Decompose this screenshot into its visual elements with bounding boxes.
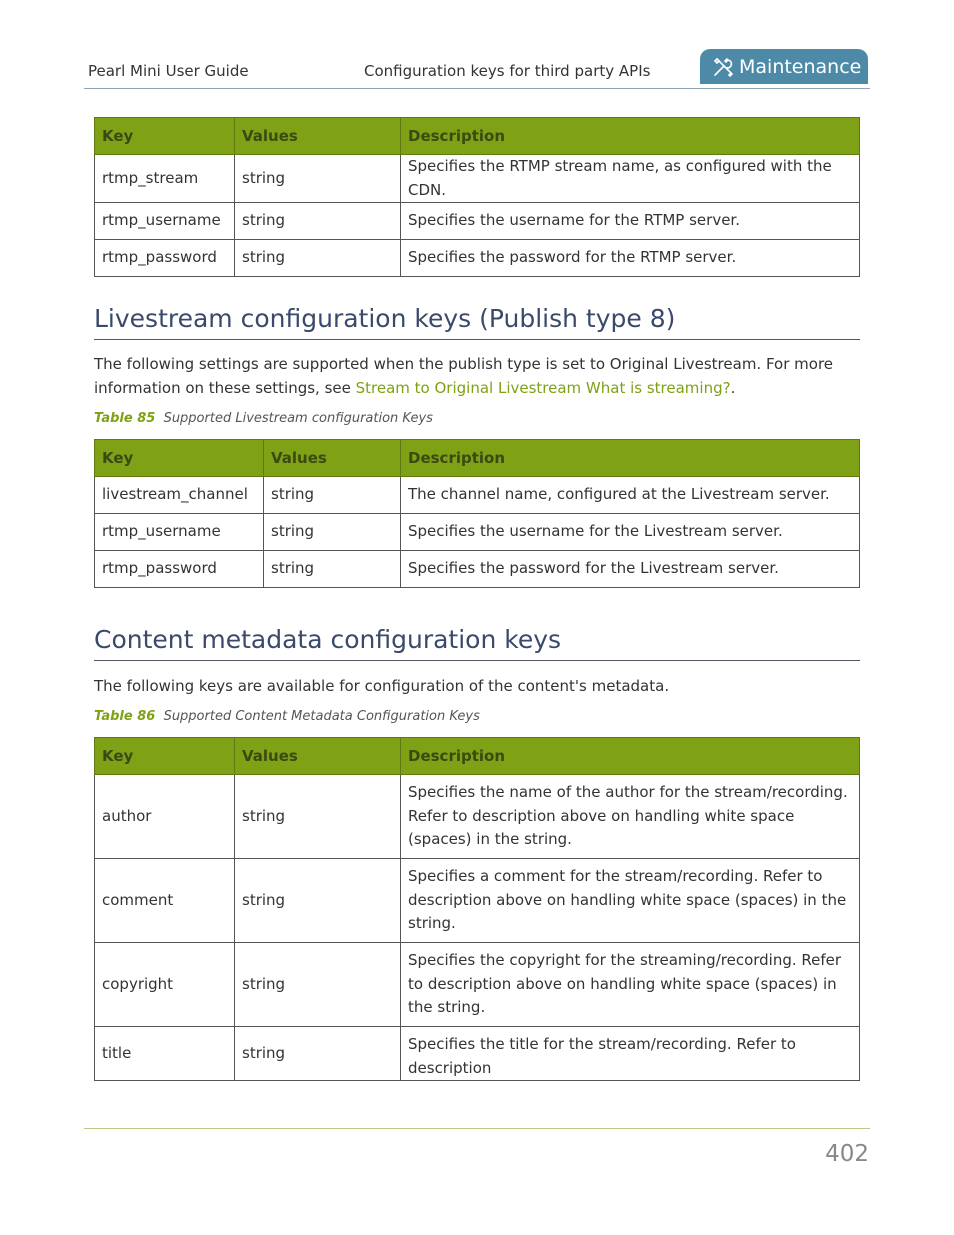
column-header: Key (95, 440, 264, 477)
guide-title: Pearl Mini User Guide (88, 62, 249, 80)
table-caption (94, 411, 433, 426)
caption-text: Supported Livestream configuration Keys (163, 411, 433, 426)
table-row (95, 240, 860, 277)
caption-number: Table 85 (94, 411, 156, 426)
value-cell: string (235, 240, 401, 277)
key-cell: rtmp_password (95, 551, 264, 588)
value-cell: string (235, 943, 401, 1027)
description-cell: The channel name, configured at the Livestream server. (401, 477, 860, 514)
key-cell: copyright (95, 943, 235, 1027)
value-cell: string (264, 477, 401, 514)
table-caption (94, 709, 480, 724)
value-cell: string (235, 203, 401, 240)
column-header: Description (401, 118, 860, 155)
footer-divider (84, 1128, 870, 1129)
livestream-intro (94, 352, 860, 400)
column-header: Description (401, 738, 860, 775)
livestream-heading: Livestream configuration keys (Publish type 8) (94, 304, 860, 340)
key-cell: rtmp_password (95, 240, 235, 277)
description-cell: Specifies the name of the author for the stream/recording. Refer to description above on handling white space (spaces) in the string. (401, 775, 860, 859)
description-cell: Specifies the password for the Livestream server. (401, 551, 860, 588)
page-header (84, 48, 870, 89)
table-row (95, 203, 860, 240)
column-header: Key (95, 118, 235, 155)
description-cell: Specifies the username for the Livestream server. (401, 514, 860, 551)
column-header: Values (264, 440, 401, 477)
value-cell: string (235, 155, 401, 203)
table-row (95, 155, 860, 203)
metadata-intro: The following keys are available for configuration of the content's metadata. (94, 677, 670, 695)
column-header: Values (235, 118, 401, 155)
caption-number: Table 86 (94, 709, 156, 724)
key-cell: title (95, 1027, 235, 1081)
table-header-row (95, 118, 860, 155)
value-cell: string (235, 775, 401, 859)
key-cell: rtmp_stream (95, 155, 235, 203)
column-header: Key (95, 738, 235, 775)
table-row (95, 551, 860, 588)
key-cell: author (95, 775, 235, 859)
value-cell: string (235, 1027, 401, 1081)
key-cell: rtmp_username (95, 514, 264, 551)
description-cell: Specifies the copyright for the streaming/recording. Refer to description above on handling white space (spaces) in the string. (401, 943, 860, 1027)
intro-end: . (730, 379, 736, 397)
topic-title: Configuration keys for third party APIs (364, 62, 651, 80)
section-tab[interactable] (700, 49, 868, 84)
table-header-row (95, 738, 860, 775)
value-cell: string (235, 859, 401, 943)
page-number: 402 (825, 1141, 869, 1167)
description-cell: Specifies the username for the RTMP server. (401, 203, 860, 240)
value-cell: string (264, 551, 401, 588)
description-cell: Specifies a comment for the stream/recording. Refer to description above on handling white space (spaces) in the string. (401, 859, 860, 943)
section-tab-label: Maintenance (739, 55, 862, 78)
key-cell: livestream_channel (95, 477, 264, 514)
rtmp-keys-table (94, 117, 860, 277)
column-header: Description (401, 440, 860, 477)
table-row (95, 859, 860, 943)
table-row (95, 477, 860, 514)
metadata-heading: Content metadata configuration keys (94, 625, 860, 661)
description-cell: Specifies the password for the RTMP server. (401, 240, 860, 277)
key-cell: rtmp_username (95, 203, 235, 240)
column-header: Values (235, 738, 401, 775)
table-header-row (95, 440, 860, 477)
intro-text: The following settings are supported when the publish type is set to Original Livestream. For more information on these settings, see (94, 355, 834, 397)
tools-icon (712, 56, 734, 78)
table-row (95, 943, 860, 1027)
metadata-keys-table (94, 737, 860, 1081)
livestream-link[interactable]: Stream to Original Livestream What is streaming? (355, 379, 731, 397)
table-row (95, 1027, 860, 1081)
value-cell: string (264, 514, 401, 551)
livestream-keys-table (94, 439, 860, 588)
key-cell: comment (95, 859, 235, 943)
table-row (95, 775, 860, 859)
caption-text: Supported Content Metadata Configuration Keys (163, 709, 480, 724)
description-cell: Specifies the title for the stream/recording. Refer to description (401, 1027, 860, 1081)
table-row (95, 514, 860, 551)
description-cell: Specifies the RTMP stream name, as configured with the CDN. (401, 155, 860, 203)
